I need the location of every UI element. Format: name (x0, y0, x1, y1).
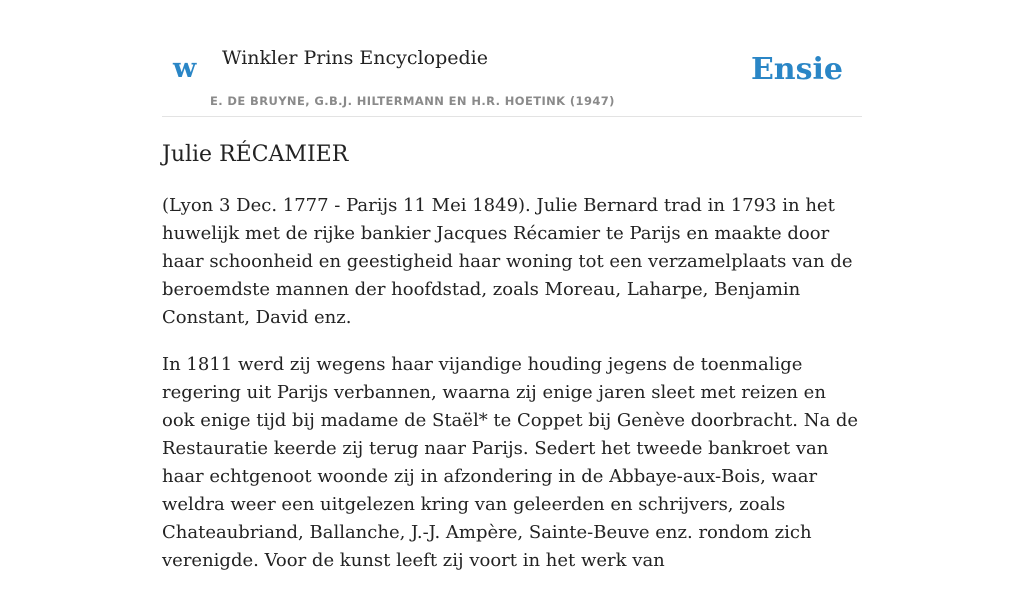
article-body (162, 192, 862, 594)
article-paragraph: (Lyon 3 Dec. 1777 - Parijs 11 Mei 1849). Julie Bernard trad in 1793 in het huwelijk met de rijke bankier Jacques Récamier te Parijs en maakte door haar schoonheid en geestigheid haar woning tot een verzamelplaats van de beroemdste mannen der hoofdstad, zoals Moreau, Laharpe, Benjamin Constant, David enz. (162, 195, 853, 328)
ensie-logo[interactable]: Ensie (750, 52, 843, 87)
winkler-prins-logo-icon[interactable]: w (173, 53, 197, 84)
source-authors: E. DE BRUYNE, G.B.J. HILTERMANN EN H.R. HOETINK (1947) (210, 94, 615, 108)
page (162, 0, 862, 571)
source-header (162, 0, 862, 117)
source-title-link[interactable]: Winkler Prins Encyclopedie (222, 47, 488, 69)
article-paragraph: In 1811 werd zij wegens haar vijandige houding jegens de toenmalige regering uit Parijs verbannen, waarna zij enige jaren sleet met reizen en ook enige tijd bij madame de Staël* te Coppet bij Genève doorbracht. Na de Restauratie keerde zij terug naar Parijs. Sedert het tweede bankroet van haar echtgenoot woonde zij in afzondering in de Abbaye-aux-Bois, waar weldra weer een uitgelezen kring van geleerden en schrijvers, zoals Chateaubriand, Ballanche, J.-J. Ampère, Sainte-Beuve enz. rondom zich verenigde. Voor de kunst leeft zij voort in het werk van (162, 354, 859, 571)
article-title: Julie RÉCAMIER (162, 142, 349, 167)
